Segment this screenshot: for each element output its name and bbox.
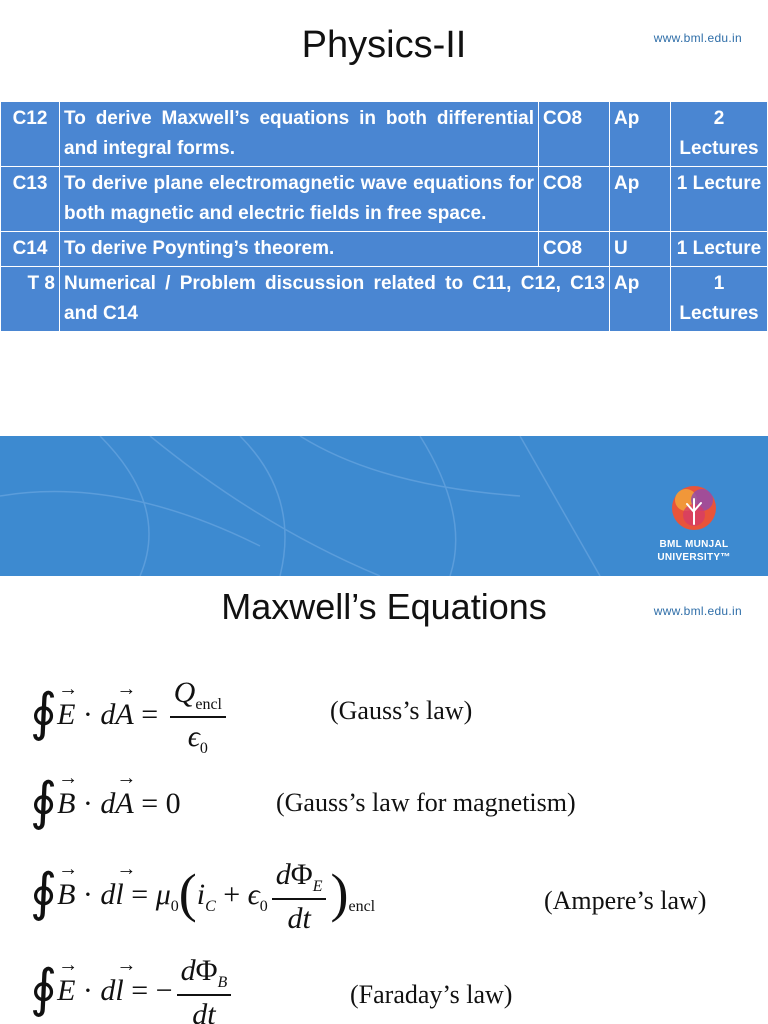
course-outcome-table [0, 101, 768, 332]
university-logo[interactable] [644, 484, 744, 563]
row-description: To derive Poynting’s theorem. [60, 232, 539, 267]
law-label: (Gauss’s law) [330, 696, 473, 725]
row-co: CO8 [539, 102, 610, 167]
law-label: (Gauss’s law for magnetism) [276, 788, 576, 817]
table-row [1, 232, 768, 267]
row-description: To derive plane electromagnetic wave equations for both magnetic and electric fields in free space. [60, 167, 539, 232]
slide-title: Maxwell’s Equations [221, 586, 547, 627]
row-lectures: 2 Lectures [671, 102, 768, 167]
equation-faraday: ∮→ E · d→ l = − $\frac{d\Phi_B}{dt}$ [30, 954, 235, 1024]
row-lectures: 1 Lectures [671, 267, 768, 332]
website-url[interactable]: www.bml.edu.in [653, 604, 742, 618]
row-level: Ap [610, 267, 671, 332]
row-co: CO8 [539, 232, 610, 267]
row-description: To derive Maxwell’s equations in both differential and integral forms. [60, 102, 539, 167]
equation-gauss: ∮→ E · d→ A = $\frac{Q_{encl}}{\epsilon_0}$ [30, 676, 230, 758]
row-co: CO8 [539, 167, 610, 232]
tree-logo-icon [670, 484, 718, 532]
row-code: T 8 [1, 267, 60, 332]
row-description: Numerical / Problem discussion related to C11, C12, C13 and C14 [60, 267, 610, 332]
table-row [1, 167, 768, 232]
law-label: (Ampere’s law) [544, 886, 707, 915]
row-code: C14 [1, 232, 60, 267]
row-lectures: 1 Lecture [671, 167, 768, 232]
equation-ampere: ∮→ $B \cdot d\to l = \mu_0(i_C + \epsilon_0$ $\frac{d\Phi_E}{dt}$ )$_{encl}$ [30, 858, 375, 936]
table-row [1, 102, 768, 167]
row-code: C13 [1, 167, 60, 232]
equation-gauss-magnetism: ∮→ B · d→ A = 0 [30, 776, 181, 836]
row-level: Ap [610, 102, 671, 167]
slide-maxwell-equations [0, 576, 768, 1024]
row-lectures: 1 Lecture [671, 232, 768, 267]
footer-band [0, 436, 768, 576]
law-label: (Faraday’s law) [350, 980, 513, 1009]
logo-line1: BML MUNJAL [659, 539, 729, 550]
logo-line2: UNIVERSITY™ [657, 552, 731, 563]
table-row [1, 267, 768, 332]
row-level: U [610, 232, 671, 267]
row-code: C12 [1, 102, 60, 167]
slide-title: Physics-II [301, 24, 467, 66]
website-url[interactable]: www.bml.edu.in [653, 31, 742, 45]
row-level: Ap [610, 167, 671, 232]
